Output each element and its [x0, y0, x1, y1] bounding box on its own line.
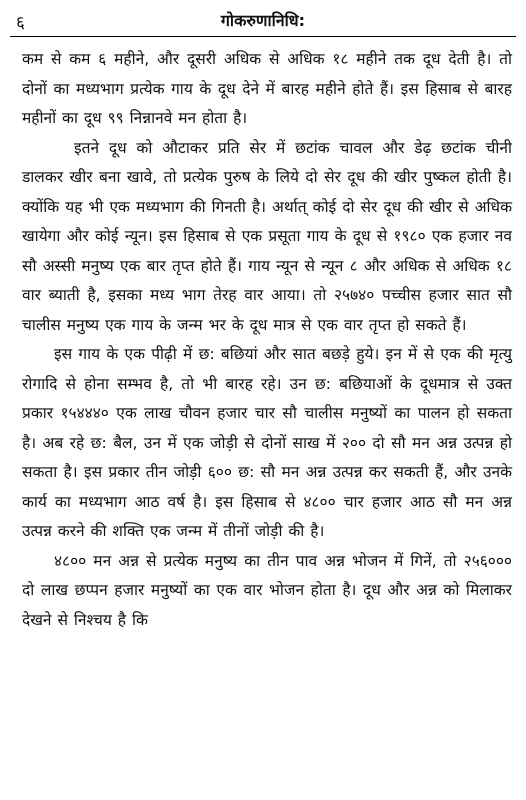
- paragraph-grain: ४८०० मन अन्न से प्रत्येक मनुष्य का तीन पाव अन्न भोजन में गिनें, तो २५६००० दो लाख छप्पन हजार मनुष्यों का एक वार भोजन होता है। दूध और अन्न को मिलाकर देखने से निश्चय है कि: [22, 551, 512, 629]
- paragraph-kheer: इतने दूध को औटाकर प्रति सेर में छटांक चावल और डेढ़ छटांक चीनी डालकर खीर बना खावे, तो प्रत्येक पुरुष के लिये दो सेर दूध की खीर पुष्कल होती है। क्योंकि यह भी एक मध्यभाग की गिनती है। अर्थात्‌ कोई दो सेर दूध की खीर से अधिक खायेगा और कोई न्यून। इस हिसाब से एक प्रसूता गाय के दूध से १९८० एक हजार नव सौ अस्सी मनुष्य एक बार तृप्त होते हैं। गाय न्यून से न्यून ८ और अधिक से अधिक १८ वार ब्याती है, इसका मध्य भाग तेरह वार आया। तो २५७४० पच्चीस हजार सात सौ चालीस मनुष्य एक गाय के जन्म भर के दूध मात्र से एक वार तृप्त हो सकते हैं।: [22, 138, 512, 334]
- page-body: [22, 45, 512, 635]
- page-number: ६: [16, 13, 25, 33]
- paragraph-continued: कम से कम ६ महीने, और दूसरी अधिक से अधिक १८ महीने तक दूध देती है। तो दोनों का मध्यभाग प्रत्येक गाय के दूध देने में बारह महीने होते हैं। इस हिसाब से बारह महीनों का दूध ९९ निन्नानवे मन होता है।: [22, 50, 512, 127]
- running-title: गोकरुणानिधि:: [220, 11, 306, 30]
- paragraph-generation: इस गाय के एक पीढ़ी में छ: बछियां और सात बछड़े हुये। इन में से एक की मृत्यु रोगादि से होना सम्भव है, तो भी बारह रहे। उन छ: बछियाओं के दूधमात्र से उक्त प्रकार १५४४४० एक लाख चौवन हजार चार सौ चालीस मनुष्यों का पालन हो सकता है। अब रहे छ: बैल, उन में एक जोड़ी से दोनों साख में २०० दो सौ मन अन्न उत्पन्न हो सकता है। इस प्रकार तीन जोड़ी ६०० छ: सौ मन अन्न उत्पन्न कर सकती हैं, और उनके कार्य का मध्यभाग आठ वर्ष है। इस हिसाब से ४८०० चार हजार आठ सौ मन अन्न उत्पन्न करने की शक्ति एक जन्म में तीनों जोड़ी की है।: [22, 345, 512, 540]
- header-rule: [10, 36, 516, 37]
- page-header: [10, 6, 516, 36]
